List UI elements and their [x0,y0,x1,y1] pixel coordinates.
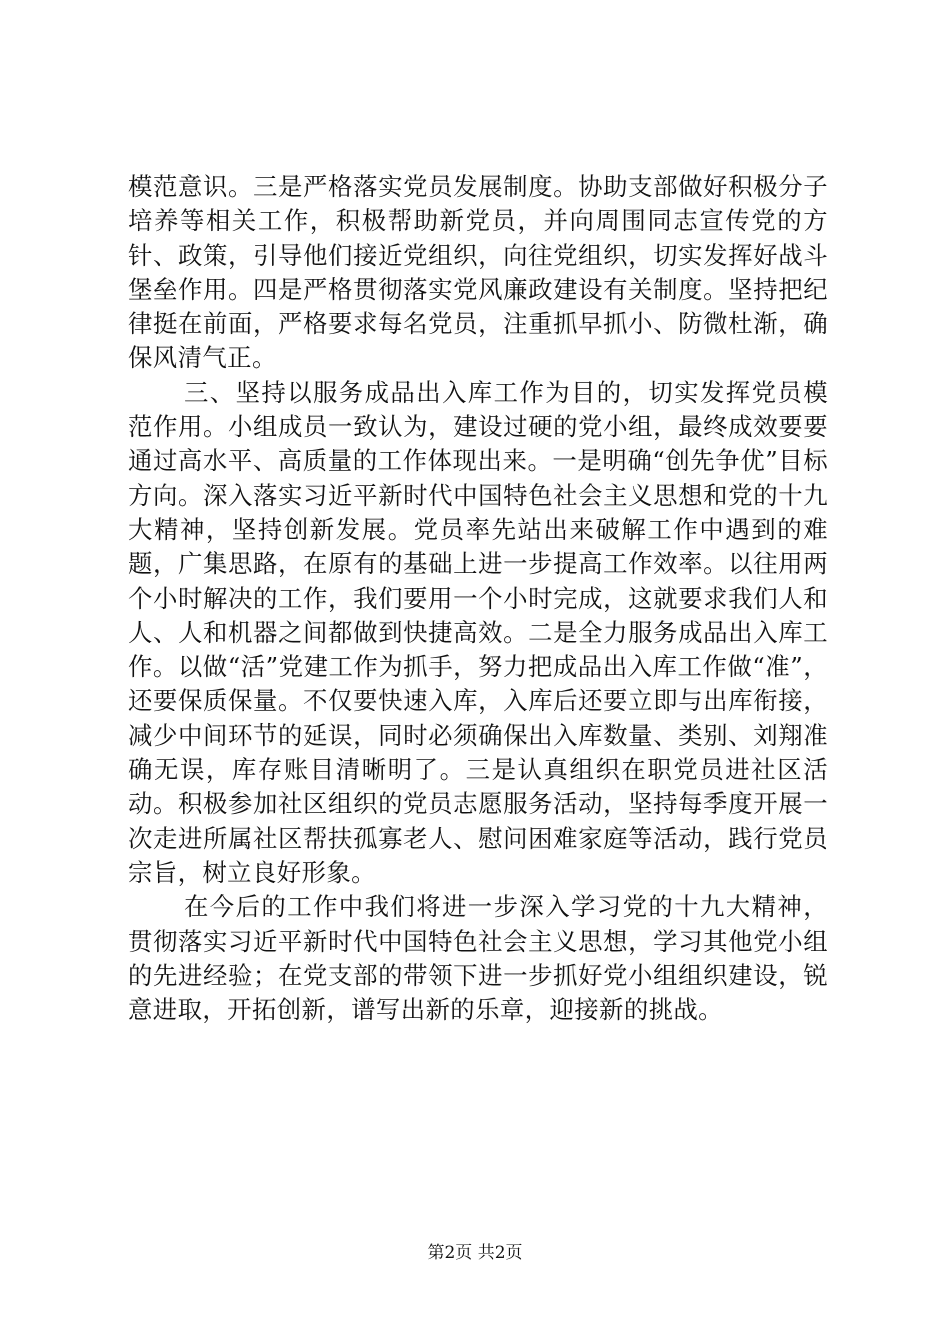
paragraph-2: 三、坚持以服务成品出入库工作为目的，切实发挥党员模范作用。小组成员一致认为，建设过硬的党小组，最终成效要要通过高水平、高质量的工作体现出来。一是明确“创先争优”目标方向。深入落实习近平新时代中国特色社会主义思想和党的十九大精神，坚持创新发展。党员率先站出来破解工作中遇到的难题，广集思路，在原有的基础上进一步提高工作效率。以往用两个小时解决的工作，我们要用一个小时完成，这就要求我们人和人、人和机器之间都做到快捷高效。二是全力服务成品出入库工作。以做“活”党建工作为抓手，努力把成品出入库工作做“准”，还要保质保量。不仅要快速入库，入库后还要立即与出库衔接，减少中间环节的延误，同时必须确保出入库数量、类别、刘翔准确无误，库存账目清晰明了。三是认真组织在职党员进社区活动。积极参加社区组织的党员志愿服务活动，坚持每季度开展一次走进所属社区帮扶孤寡老人、慰问困难家庭等活动，践行党员宗旨，树立良好形象。 [128,377,828,887]
document-body [128,170,828,1027]
paragraph-1: 模范意识。三是严格落实党员发展制度。协助支部做好积极分子培养等相关工作，积极帮助新党员，并向周围同志宣传党的方针、政策，引导他们接近党组织，向往党组织，切实发挥好战斗堡垒作用。四是严格贯彻落实党风廉政建设有关制度。坚持把纪律挺在前面，严格要求每名党员，注重抓早抓小、防微杜渐，确保风清气正。 [128,172,828,373]
page-footer: 第2页 共2页 [427,1243,523,1263]
paragraph-3: 在今后的工作中我们将进一步深入学习党的十九大精神，贯彻落实习近平新时代中国特色社会主义思想，学习其他党小组的先进经验；在党支部的带领下进一步抓好党小组组织建设，锐意进取，开拓创新，谱写出新的乐章，迎接新的挑战。 [128,892,828,1025]
